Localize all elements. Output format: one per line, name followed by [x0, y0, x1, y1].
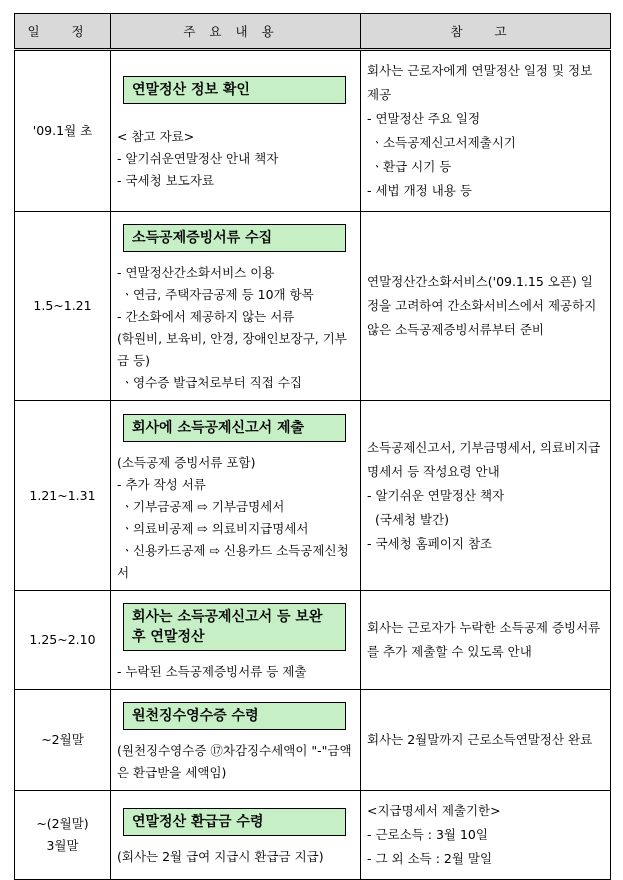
content-line: - 알기쉬운연말정산 안내 책자: [117, 151, 279, 166]
header-row: [15, 14, 611, 50]
date-line: '09.1월 초: [32, 123, 93, 138]
content-line: - 국세청 보도자료: [117, 173, 214, 188]
step-title: 연말정산 환급금 수령: [123, 808, 346, 836]
content-line: < 참고 자료>: [117, 129, 195, 144]
content-line: ㆍ기부금공제 ⇨ 기부금명세서: [117, 498, 285, 514]
main-content: [111, 791, 361, 880]
date-line: 1.21~1.31: [29, 487, 96, 503]
content-line: - 추가 작성 서류: [117, 476, 206, 492]
schedule-table: [14, 13, 611, 880]
note-line: ㆍ소득공제신고서제출시기: [367, 135, 516, 150]
table-row: [15, 401, 611, 591]
main-content: [111, 401, 361, 591]
reference-note: [361, 50, 611, 212]
note-line: - 알기쉬운 연말정산 책자: [367, 487, 505, 503]
step-title: 소득공제증빙서류 수집: [123, 224, 346, 252]
schedule-table-wrapper: [14, 13, 611, 880]
content-line: (원천징수영수증 ⑰차감징수세액이 "-"금액은 환급받을 세액임): [117, 743, 352, 780]
reference-note: [361, 690, 611, 791]
note-line: - 연말정산 주요 일정: [367, 111, 481, 126]
note-line: - 그 외 소득 : 2월 말일: [367, 851, 493, 866]
note-line: <지급명세서 제출기한>: [367, 803, 501, 818]
step-title: 연말정산 정보 확인: [123, 76, 346, 104]
schedule-date: [15, 591, 111, 690]
main-content: [111, 212, 361, 401]
content-line: ㆍ의료비공제 ⇨ 의료비지급명세서: [117, 520, 309, 536]
note-line: 회사는 근로자에게 연말정산 일정 및 정보 제공: [367, 63, 597, 102]
content-line: (소득공제 증빙서류 포함): [117, 454, 256, 470]
content-line: - 누락된 소득공제증빙서류 등 제출: [117, 664, 307, 679]
date-line: ~2월말: [41, 732, 84, 747]
content-line: - 연말정산간소화서비스 이용: [117, 265, 275, 280]
table-row: [15, 50, 611, 212]
content-line: (회사는 2월 급여 지급시 환급금 지급): [117, 849, 324, 864]
reference-note: [361, 401, 611, 591]
content-line: [117, 114, 354, 126]
note-line: (국세청 발간): [367, 511, 450, 527]
note-line: ㆍ환급 시기 등: [367, 159, 452, 174]
main-content: [111, 690, 361, 791]
content-line: (학원비, 보육비, 안경, 장애인보장구, 기부금 등): [117, 331, 347, 368]
date-line: ~(2월말): [36, 816, 89, 831]
content-line: ㆍ연금, 주택자금공제 등 10개 항목: [117, 287, 314, 302]
content-line: ㆍ신용카드공제 ⇨ 신용카드 소득공제신청서: [117, 542, 349, 580]
schedule-date: [15, 401, 111, 591]
step-title: 회사에 소득공제신고서 제출: [123, 414, 346, 442]
note-line: - 국세청 홈페이지 참조: [367, 535, 493, 551]
main-content: [111, 50, 361, 212]
reference-note: [361, 591, 611, 690]
note-line: - 근로소득 : 3월 10일: [367, 827, 488, 842]
step-title: 회사는 소득공제신고서 등 보완 후 연말정산: [123, 603, 346, 651]
date-line: 1.5~1.21: [33, 298, 92, 313]
schedule-date: [15, 212, 111, 401]
header-content: 주요내용: [111, 14, 361, 50]
table-row: [15, 212, 611, 401]
schedule-date: [15, 791, 111, 880]
date-line: 3월말: [46, 838, 79, 853]
note-line: - 세법 개정 내용 등: [367, 183, 472, 198]
schedule-date: [15, 690, 111, 791]
note-line: 회사는 2월말까지 근로소득연말정산 완료: [367, 732, 593, 747]
header-reference: 참 고: [361, 14, 611, 50]
date-line: 1.25~2.10: [29, 632, 96, 647]
header-schedule: 일 정: [15, 14, 111, 50]
reference-note: [361, 212, 611, 401]
reference-note: [361, 791, 611, 880]
step-title: 원천징수영수증 수령: [123, 702, 346, 730]
table-row: [15, 791, 611, 880]
content-line: - 간소화에서 제공하지 않는 서류: [117, 309, 295, 324]
note-line: 소득공제신고서, 기부금명세서, 의료비지급명세서 등 작성요령 안내: [367, 439, 601, 479]
table-row: [15, 690, 611, 791]
content-line: ㆍ영수증 발급처로부터 직접 수집: [117, 375, 302, 390]
main-content: [111, 591, 361, 690]
note-line: 회사는 근로자가 누락한 소득공제 증빙서류를 추가 제출할 수 있도록 안내: [367, 620, 601, 659]
note-line: 연말정산간소화서비스('09.1.15 오픈) 일정을 고려하여 간소화서비스에서 제공하지 않은 소득공제증빙서류부터 준비: [367, 274, 601, 337]
table-row: [15, 591, 611, 690]
schedule-date: [15, 50, 111, 212]
